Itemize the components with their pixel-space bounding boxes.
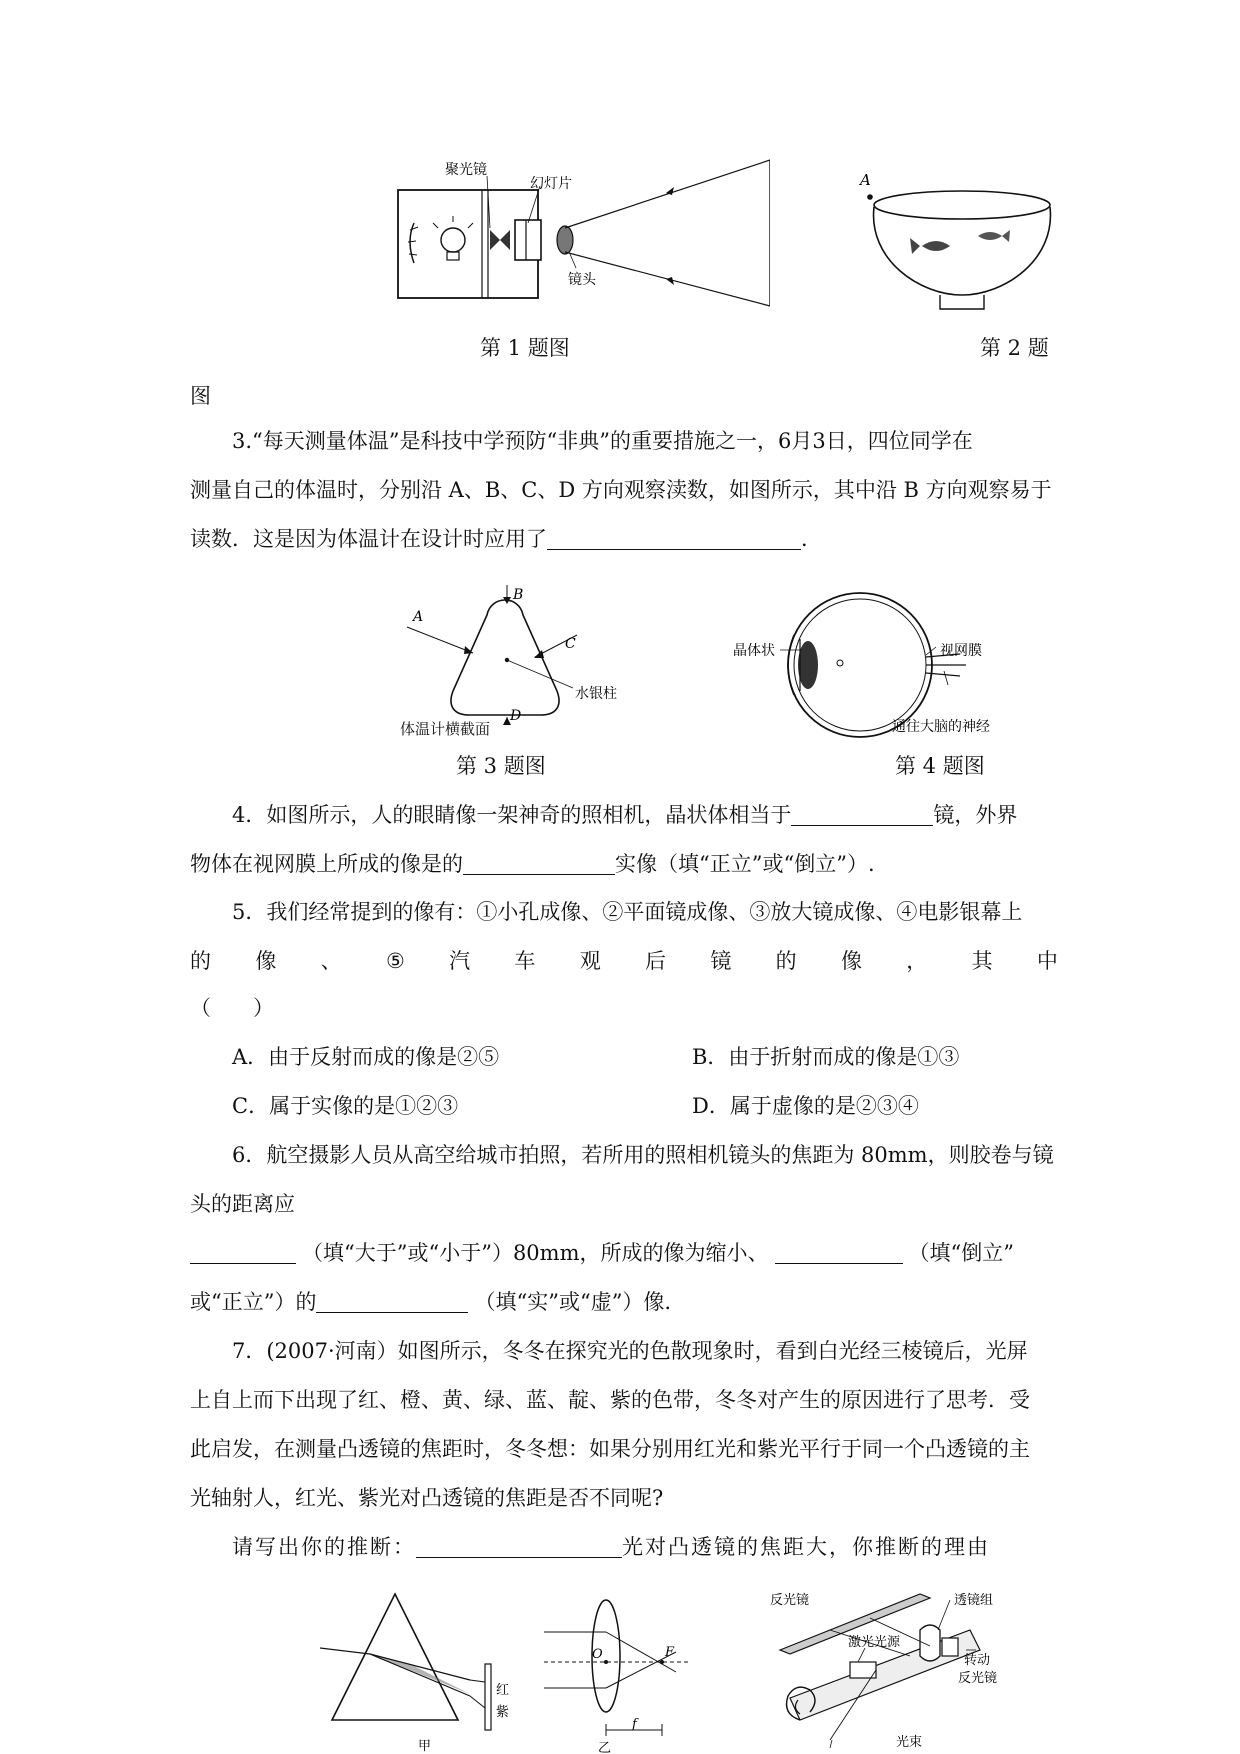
q6-line-3: [190, 1238, 1060, 1268]
q6-line-3-suffix: （填“倒立”: [908, 1241, 1014, 1265]
q5-line-2-word: ⑤: [385, 949, 405, 973]
q5-line-2-word: 车: [514, 949, 536, 973]
q3-answer-blank[interactable]: [547, 527, 801, 550]
figure-7-prism: [320, 1590, 520, 1754]
q4-line-1-prefix: 4．如图所示，人的眼睛像一架神奇的照相机，晶状体相当于: [232, 803, 792, 827]
q4-line-1-suffix: 镜，外界: [933, 803, 1018, 827]
q7-line-2: 上自上而下出现了红、橙、黄、绿、蓝、靛、紫的色带，冬冬对产生的原因进行了思考．受: [190, 1388, 1030, 1412]
q7-answer-line: [232, 1532, 1060, 1562]
q3-line-3: [190, 524, 1060, 554]
q4-line-2: [190, 849, 1060, 879]
figure-4-eye: [730, 585, 1030, 745]
q5-line-2-word: 像: [840, 949, 862, 973]
q4-line-2-prefix: 物体在视网膜上所成的像是的: [190, 852, 463, 876]
lens-label-eye: 晶体状: [733, 643, 775, 659]
q5-line-2: [190, 946, 1058, 976]
laser-source-label: 激光光源: [848, 1635, 901, 1650]
figure-1-projector: [390, 158, 770, 308]
direction-d-label: D: [510, 708, 522, 724]
slide-label: 幻灯片: [530, 176, 572, 192]
rotating-label: 转动: [964, 1653, 991, 1668]
q5-line-2-word: 后: [645, 949, 667, 973]
q5-line-2-word: 镜: [710, 949, 732, 973]
q7-answer-suffix: 光对凸透镜的焦距大，你推断的理由: [622, 1535, 990, 1559]
q5-line-1: 5．我们经常提到的像有：①小孔成像、②平面镜成像、③放大镜成像、④电影银幕上: [232, 900, 1023, 924]
lens-label: 镜头: [568, 272, 596, 288]
q4-blank-2[interactable]: [463, 852, 615, 875]
rotating-mirror-label: 反光镜: [958, 1671, 998, 1686]
figure-3-thermometer: [395, 585, 645, 725]
q4-blank-1[interactable]: [791, 803, 933, 826]
lens-center-label: O: [592, 1647, 603, 1662]
mercury-label: 水银柱: [575, 686, 617, 702]
figure-2-caption: 第 2 题: [980, 336, 1049, 360]
q7-line-3: 此启发，在测量凸透镜的焦距时，冬冬想：如果分别用红光和紫光平行于同一个凸透镜的主: [190, 1437, 1030, 1461]
q6-blank-3[interactable]: [316, 1290, 468, 1313]
q5-line-2-word: 其: [971, 949, 993, 973]
figure-2-fishbowl: [850, 170, 1070, 310]
focal-length-label: f: [632, 1717, 637, 1732]
q6-line-4-prefix: 或“正立”）的: [190, 1290, 317, 1314]
beam-label: 光束: [896, 1735, 923, 1750]
q4-line-2-suffix: 实像（填“正立”或“倒立”）.: [615, 852, 875, 876]
q6-line-1: 6．航空摄影人员从高空给城市拍照，若所用的照相机镜头的焦距为 80mm，则胶卷与镜: [232, 1143, 1054, 1167]
q6-blank-1[interactable]: [190, 1241, 296, 1264]
q7-blank[interactable]: [416, 1535, 622, 1558]
figure-7b-caption: 乙: [598, 1741, 612, 1754]
q5-line-2-word: 汽: [449, 949, 471, 973]
figure-7a-caption: 甲: [418, 1739, 432, 1754]
q5-option-d[interactable]: D．属于虚像的是②③④: [692, 1094, 919, 1118]
figure-3-caption: 第 3 题图: [456, 754, 546, 778]
q6-line-2: 头的距离应: [190, 1192, 295, 1216]
point-a-label: A: [860, 171, 871, 189]
optic-nerve-label: 通往大脑的神经: [892, 719, 990, 735]
red-label: 红: [496, 1683, 510, 1698]
q5-line-2-word: 的: [190, 949, 211, 973]
q5-line-2-word: 的: [775, 949, 797, 973]
direction-c-label: C: [565, 636, 576, 652]
figure-1-caption: 第 1 题图: [480, 336, 570, 360]
direction-b-label: B: [513, 587, 524, 603]
q6-line-3-mid: （填“大于”或“小于”）80mm，所成的像为缩小、: [302, 1241, 769, 1265]
reflector-label: 反光镜: [770, 1593, 810, 1608]
q3-line-3-suffix: ．: [801, 527, 822, 551]
q6-blank-2[interactable]: [775, 1241, 903, 1264]
q4-line-1: [232, 800, 1060, 830]
q5-option-c[interactable]: C．属于实像的是①②③: [232, 1094, 459, 1118]
q5-line-2-word: 中: [1036, 949, 1058, 973]
q6-line-4-suffix: （填“实”或“虚”）像.: [474, 1290, 672, 1314]
figure-2-caption-wrap: 图: [190, 384, 211, 408]
figure-7-laser-device: [770, 1590, 1040, 1754]
q3-line-3-prefix: 读数．这是因为体温计在设计时应用了: [190, 527, 547, 551]
cross-section-label: 体温计横截面: [400, 720, 491, 738]
figure-7-convex-lens: [540, 1590, 690, 1754]
q7-line-1: 7．(2007·河南）如图所示，冬冬在探究光的色散现象时，看到白光经三棱镜后，光屏: [232, 1339, 1028, 1363]
q5-line-3: （ ）: [190, 996, 274, 1020]
q3-line-2: 测量自己的体温时，分别沿 A、B、C、D 方向观察渎数，如图所示，其中沿 B 方向观察易于: [190, 478, 1052, 502]
q5-line-2-word: 、: [320, 949, 342, 973]
q7-line-4: 光轴射人，红光、紫光对凸透镜的焦距是否不同呢?: [190, 1486, 664, 1510]
q7-answer-prefix: 请写出你的推断：: [232, 1535, 416, 1559]
q5-line-2-word: 观: [579, 949, 601, 973]
retina-label: 视网膜: [940, 643, 982, 659]
condenser-label: 聚光镜: [445, 162, 487, 178]
violet-label: 紫: [496, 1705, 510, 1720]
focus-label: F: [665, 1645, 675, 1660]
q5-line-2-word: 像: [255, 949, 277, 973]
q5-option-b[interactable]: B．由于折射而成的像是①③: [692, 1045, 960, 1069]
lens-group-label: 透镜组: [954, 1593, 994, 1608]
q5-option-a[interactable]: A．由于反射而成的像是②⑤: [232, 1045, 500, 1069]
q3-line-1: 3.“每天测量体温”是科技中学预防“非典”的重要措施之一，6月3日，四位同学在: [232, 429, 973, 453]
figure-4-caption: 第 4 题图: [895, 754, 985, 778]
direction-a-label: A: [413, 609, 424, 625]
q6-line-4: [190, 1287, 1060, 1317]
q5-line-2-word: ，: [906, 949, 928, 973]
